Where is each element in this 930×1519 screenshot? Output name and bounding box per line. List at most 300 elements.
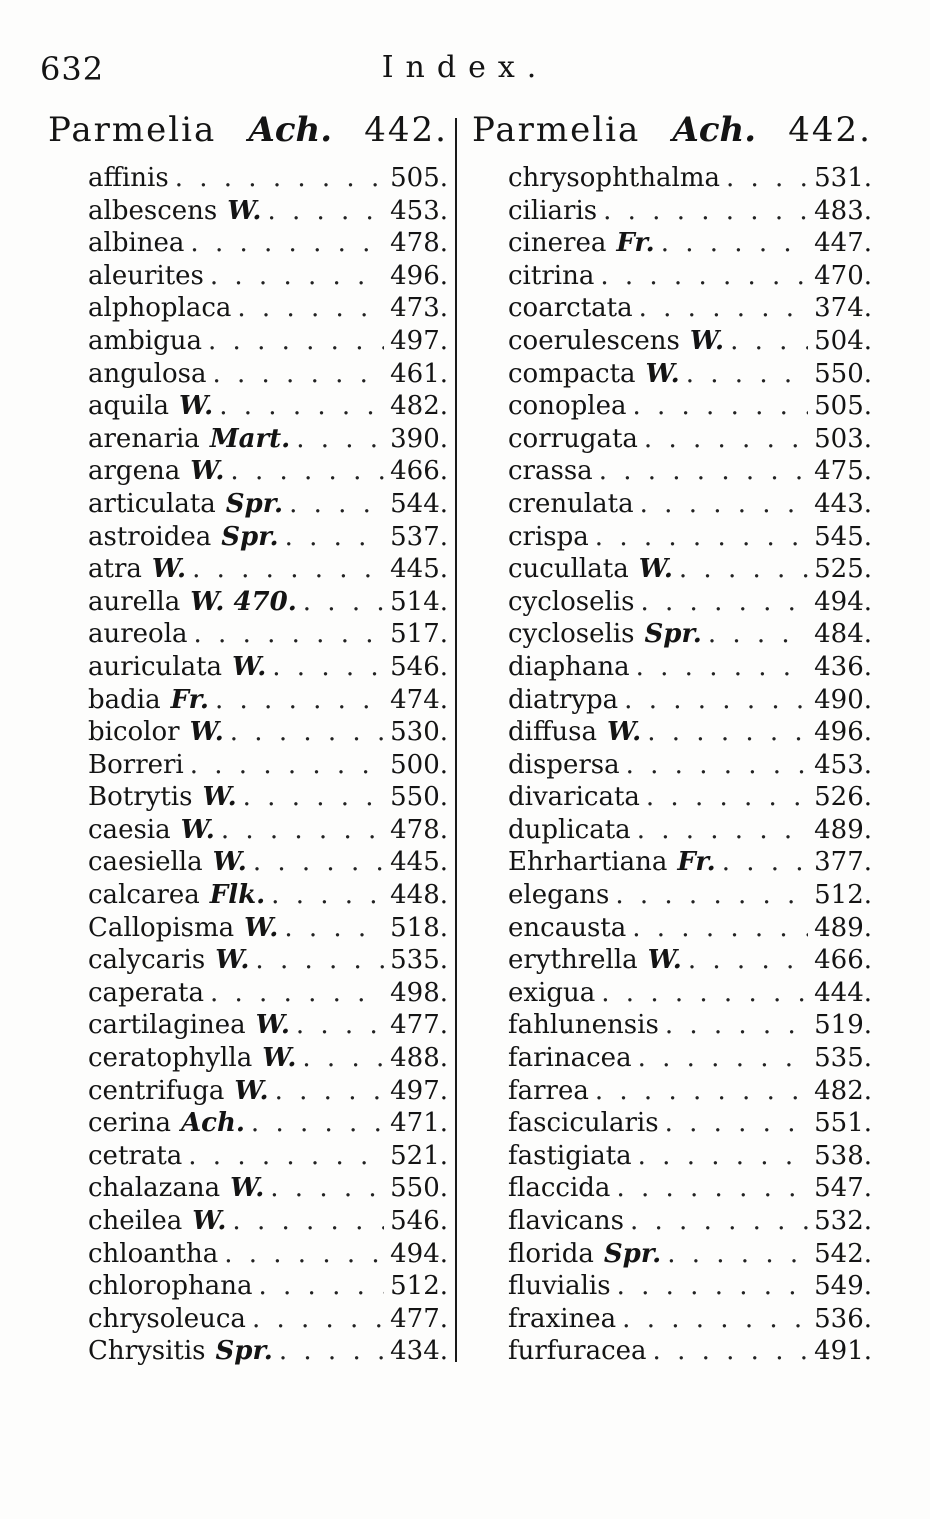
index-entry [88,553,448,586]
entry-page: 488. [390,1043,448,1074]
dot-leader [688,944,808,977]
index-entry [88,390,448,423]
entry-author: W. [151,554,187,585]
entry-page: 521. [390,1140,448,1171]
dot-leader [210,260,384,293]
entry-author: W. [192,1206,227,1236]
heading-page: 442. [364,110,448,150]
entry-page: 475. [814,456,872,487]
entry-name: diatrypa [508,684,619,715]
entry-name: cucullata [508,554,629,585]
entry-name: calycaris [88,945,206,976]
entry-name: cycloselis [508,619,635,650]
entry-page: 497. [390,1075,448,1106]
index-entry [88,521,448,554]
index-entry [508,521,872,554]
index-entry [88,1075,448,1108]
dot-leader [215,684,384,717]
index-entry [508,423,872,456]
dot-leader [603,195,808,228]
dot-leader [210,977,384,1010]
dot-leader [279,1335,384,1368]
entry-page: 471. [390,1108,448,1139]
dot-leader [230,455,384,488]
dot-leader [302,1042,384,1075]
index-entry [88,586,448,619]
entry-name: chrysophthalma [508,163,720,193]
dot-leader [615,879,808,912]
entry-name: ciliaris [508,195,598,226]
entry-page: 482. [390,391,448,422]
entry-page: 536. [814,1303,872,1334]
index-entry [508,1335,872,1368]
entry-name: fluvialis [508,1271,611,1302]
index-entry [88,879,448,912]
index-entry [508,553,872,586]
entry-author: W. [202,782,237,813]
entry-name: fascicularis [508,1108,659,1139]
entry-name: argena [88,456,181,487]
index-entry [508,1042,872,1075]
entry-page: 544. [390,488,448,519]
index-entry [88,1270,448,1303]
entry-page: 489. [814,912,872,943]
index-entry [88,749,448,782]
entry-page: 550. [390,782,448,813]
heading-page: 442. [788,110,872,150]
entry-page: 545. [814,521,872,552]
dot-leader [679,553,808,586]
dot-leader [237,292,384,325]
index-entry [88,1335,448,1368]
index-entry [508,390,872,423]
entry-name: flavicans [508,1206,624,1236]
entry-author: W. 470. [190,586,297,617]
index-entry [508,846,872,879]
entry-author: Spr. [225,488,284,519]
entry-page: 535. [814,1043,872,1074]
index-entry [508,586,872,619]
entry-name: articulata [88,488,216,519]
entry-page: 538. [814,1140,872,1171]
index-entry [508,618,872,651]
entry-name: cinerea [508,228,607,259]
index-entry [508,944,872,977]
entry-page: 390. [390,423,448,454]
entry-author: W. [189,717,224,748]
index-entry [88,1042,448,1075]
index-entry [508,488,872,521]
entry-name: encausta [508,912,627,943]
entry-name: coarctata [508,293,633,324]
dot-leader [595,521,808,554]
entry-page: 546. [390,1206,448,1236]
dot-leader [616,1172,808,1205]
dot-leader [271,879,384,912]
dot-leader [194,618,385,651]
index-entry [508,912,872,945]
dot-leader [243,781,384,814]
entry-page: 494. [814,586,872,617]
index-entry [88,227,448,260]
entry-author: W. [180,814,215,845]
entry-page: 519. [814,1010,872,1041]
entry-name: cycloselis [508,586,635,617]
dot-leader [601,977,808,1010]
entry-name: fastigiata [508,1140,632,1171]
dot-leader [259,1270,385,1303]
entry-name: cartilaginea [88,1010,246,1041]
entry-name: chrysoleuca [88,1303,246,1334]
entry-author: W. [190,456,225,487]
entry-page: 494. [390,1238,448,1269]
index-entry [88,1140,448,1173]
dot-leader [219,390,384,423]
dot-leader [188,1140,384,1173]
entry-name: Callopisma [88,912,235,943]
entry-page: 483. [814,195,872,226]
entry-page: 497. [390,325,448,356]
entry-name: cerina [88,1108,171,1139]
entry-author: W. [232,651,267,682]
entry-name: caesiella [88,847,203,878]
entry-page: 447. [814,228,872,259]
entry-page: 448. [390,880,448,911]
column-divider [455,118,457,1362]
entry-page: 477. [390,1010,448,1041]
heading-author: Ach. [248,110,333,150]
entry-name: crispa [508,521,589,552]
index-entry [88,260,448,293]
entry-author: W. [607,717,642,748]
index-entry [88,1107,448,1140]
entry-page: 542. [814,1238,872,1269]
dot-leader [289,488,384,521]
index-entry [88,195,448,228]
index-entry [88,325,448,358]
index-entry [88,684,448,717]
dot-leader [251,1107,384,1140]
entry-author: W. [227,195,262,226]
entry-name: aureola [88,619,188,650]
index-entry [508,292,872,325]
entry-name: bicolor [88,717,180,748]
entry-page: 546. [390,651,448,682]
entry-page: 505. [814,391,872,422]
entry-page: 482. [814,1075,872,1106]
entry-author: Spr. [644,619,702,650]
index-entry [508,879,872,912]
column-heading [48,110,448,158]
entry-name: chlorophana [88,1271,253,1302]
entry-author: Spr. [603,1238,662,1269]
entry-page: 490. [814,684,872,715]
dot-leader [270,1172,384,1205]
column-heading [472,110,872,158]
dot-leader [617,1270,809,1303]
entry-page: 517. [390,619,448,650]
dot-leader [632,912,808,945]
index-entries [48,162,448,1368]
entry-name: ceratophylla [88,1043,253,1074]
entry-author: W. [255,1010,290,1041]
entry-name: atra [88,554,142,585]
dot-leader [284,912,384,945]
entry-page: 477. [390,1303,448,1334]
entry-name: Botrytis [88,782,193,813]
entry-name: corrugata [508,423,638,454]
index-entry [88,846,448,879]
dot-leader [708,618,808,651]
entry-author: W. [645,358,680,389]
index-entry [508,1270,872,1303]
entry-name: badia [88,684,161,715]
index-entry [508,260,872,293]
dot-leader [253,846,384,879]
entry-name: Chrysitis [88,1336,206,1367]
entry-name: auriculata [88,651,223,682]
dot-leader [212,358,384,391]
entry-name: albescens [88,195,218,226]
index-entry [88,1172,448,1205]
entry-name: coerulescens [508,325,680,356]
entry-page: 530. [390,717,448,748]
entry-page: 531. [814,163,872,193]
entry-author: Spr. [215,1336,273,1367]
index-entry [88,1009,448,1042]
entry-name: angulosa [88,358,207,389]
index-entry [508,1172,872,1205]
entry-author: W. [647,945,682,976]
index-entry [88,781,448,814]
entry-page: 500. [390,749,448,780]
entry-name: chalazana [88,1173,221,1204]
index-entry [88,716,448,749]
entry-author: Fr. [616,228,655,259]
dot-leader [303,586,384,619]
entry-page: 434. [390,1336,448,1367]
entry-author: W. [230,1173,265,1204]
index-entry [508,162,872,195]
index-entry [508,1303,872,1336]
index-entry [88,618,448,651]
dot-leader [175,162,384,195]
index-entry [508,1205,872,1238]
dot-leader [636,651,809,684]
index-entry [88,651,448,684]
index-entry [508,1238,872,1271]
dot-leader [285,521,385,554]
dot-leader [275,1075,385,1108]
entry-page: 532. [814,1206,872,1236]
entry-page: 549. [814,1271,872,1302]
index-entry [508,749,872,782]
dot-leader [667,1238,808,1271]
entry-page: 547. [814,1173,872,1204]
index-entry [508,716,872,749]
entry-name: divaricata [508,782,640,813]
dot-leader [640,488,808,521]
entry-name: conoplea [508,391,627,422]
entry-name: erythrella [508,945,638,976]
index-column-right [472,110,872,1368]
entry-author: Ach. [180,1108,245,1139]
entry-name: fraxinea [508,1303,617,1334]
heading-author: Ach. [672,110,757,150]
entry-name: caesia [88,814,171,845]
entry-name: diaphana [508,651,630,682]
entry-page: 512. [390,1271,448,1302]
entry-page: 551. [814,1108,872,1139]
entry-page: 505. [390,163,448,193]
entry-page: 504. [814,325,872,356]
entry-name: florida [508,1238,594,1269]
index-entry [508,781,872,814]
entry-page: 526. [814,782,872,813]
index-entry [88,814,448,847]
entry-name: crassa [508,456,593,487]
entry-author: W. [638,554,673,585]
entry-page: 518. [390,912,448,943]
index-entry [88,977,448,1010]
index-entry [508,684,872,717]
entry-name: cetrata [88,1140,183,1171]
index-entry [88,1238,448,1271]
entry-page: 550. [390,1173,448,1204]
index-entry [88,455,448,488]
dot-leader [626,749,809,782]
dot-leader [232,1205,384,1238]
index-entry [508,358,872,391]
entry-name: elegans [508,880,610,911]
dot-leader [208,325,384,358]
page-number: 632 [40,50,105,88]
dot-leader [252,1303,384,1336]
entry-page: 445. [390,554,448,585]
index-entry [508,1140,872,1173]
index-column-left [48,110,448,1368]
entry-name: citrina [508,260,595,291]
dot-leader [661,227,808,260]
entry-name: centrifuga [88,1075,225,1106]
dot-leader [637,814,808,847]
entry-name: crenulata [508,488,634,519]
dot-leader [646,781,808,814]
dot-leader [272,651,384,684]
dot-leader [221,814,384,847]
entry-name: fahlunensis [508,1010,659,1041]
entry-name: dispersa [508,749,620,780]
entry-name: Ehrhartiana [508,847,668,878]
entry-name: Borreri [88,749,184,780]
entry-page: 535. [390,945,448,976]
entry-page: 496. [390,260,448,291]
index-entry [508,227,872,260]
entry-page: 453. [814,749,872,780]
entry-name: farinacea [508,1043,632,1074]
entry-name: aleurites [88,260,204,291]
dot-leader [230,716,384,749]
entry-name: exigua [508,977,596,1008]
index-entry [88,162,448,195]
dot-leader [665,1107,809,1140]
entry-page: 453. [390,195,448,226]
entry-author: Flk. [209,880,266,911]
dot-leader [622,1303,808,1336]
dot-leader [599,455,808,488]
dot-leader [255,944,384,977]
dot-leader [595,1075,808,1108]
entry-name: caperata [88,977,204,1008]
dot-leader [638,1140,808,1173]
entry-name: cheilea [88,1206,183,1236]
dot-leader [640,586,808,619]
entry-page: 443. [814,488,872,519]
entry-page: 377. [814,847,872,878]
entry-name: arenaria [88,423,200,454]
entry-page: 496. [814,717,872,748]
dot-leader [638,1042,809,1075]
dot-leader [730,325,808,358]
index-entry [88,1303,448,1336]
index-entry [88,292,448,325]
entry-author: Fr. [677,847,716,878]
dot-leader [726,162,808,195]
dot-leader [644,423,808,456]
entry-page: 491. [814,1336,872,1367]
entry-page: 374. [814,293,872,324]
dot-leader [190,749,384,782]
entry-page: 489. [814,814,872,845]
dot-leader [600,260,808,293]
entry-page: 470. [814,260,872,291]
index-entry [88,1205,448,1238]
entry-page: 478. [390,814,448,845]
entry-name: alphoplaca [88,293,232,324]
running-head: Index. [381,50,549,85]
index-entry [508,1009,872,1042]
entry-name: albinea [88,228,185,259]
index-entry [508,1075,872,1108]
dot-leader [296,1009,384,1042]
index-entry [88,423,448,456]
entry-name: astroidea [88,521,212,552]
entry-page: 537. [390,521,448,552]
entry-page: 461. [390,358,448,389]
dot-leader [722,846,808,879]
entry-name: aurella [88,586,181,617]
index-entry [508,814,872,847]
entry-name: chloantha [88,1238,219,1269]
entry-author: Mart. [209,423,291,454]
entry-page: 514. [390,586,448,617]
heading-genus: Parmelia [48,110,217,150]
entry-author: W. [262,1043,297,1074]
entry-page: 550. [814,358,872,389]
dot-leader [224,1238,384,1271]
dot-leader [632,390,808,423]
dot-leader [686,358,808,391]
dot-leader [624,684,808,717]
index-entry [88,358,448,391]
heading-genus: Parmelia [472,110,641,150]
entry-author: W. [179,391,214,422]
entry-page: 503. [814,423,872,454]
entry-page: 466. [814,945,872,976]
entry-name: farrea [508,1075,589,1106]
entry-page: 436. [814,651,872,682]
entry-name: duplicata [508,814,631,845]
